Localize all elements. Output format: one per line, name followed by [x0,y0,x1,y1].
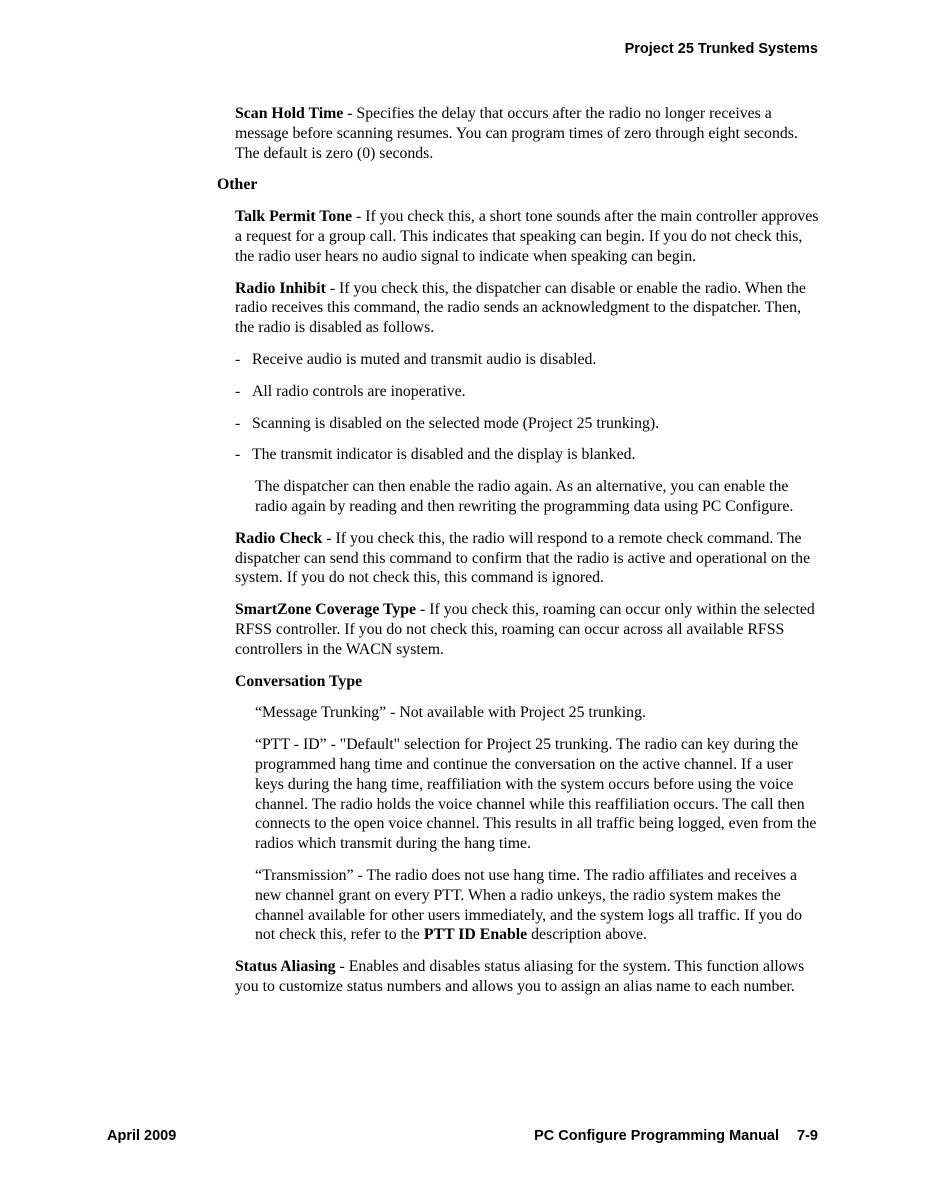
footer-manual-title: PC Configure Programming Manual [534,1128,780,1144]
dash-bullet: - [235,350,241,368]
ref-ptt-id-enable: PTT ID Enable [423,926,528,944]
footer-right-group [534,1128,818,1145]
heading-other: Other [217,176,258,194]
dash-bullet: - [235,414,241,432]
text-radio-check: - If you check this, the radio will respond to a remote check command. The dispatcher can send this command to confirm that the radio is active and operational on the system. If you do not check this, this command is ignored. [235,529,811,587]
term-status-aliasing: Status Aliasing [235,958,336,976]
list-item [235,414,819,434]
dash-bullet: - [235,382,241,400]
page-footer [107,1128,818,1145]
dash-bullet: - [235,446,241,464]
text-talk-permit-tone: - If you check this, a short tone sounds after the main controller approves a request for a group call. This indicates that speaking can begin. If you do not check this, the radio user hears no audio signal to indicate when speaking can begin. [235,208,819,265]
text-transmission-after: description above. [527,926,647,944]
paragraph-message-trunking: “Message Trunking” - Not available with Project 25 trunking. [255,704,646,722]
list-item-text: All radio controls are inoperative. [252,382,466,400]
text-status-aliasing: - Enables and disables status aliasing for the system. This function allows you to customize status numbers and allows you to assign an alias name to each number. [235,958,805,995]
paragraph-dispatcher-note: The dispatcher can then enable the radio again. As an alternative, you can enable the radio again by reading and then rewriting the programming data using PC Configure. [255,478,794,515]
list-item-text: Receive audio is muted and transmit audio is disabled. [252,350,597,368]
list-item-text: Scanning is disabled on the selected mode (Project 25 trunking). [252,414,660,432]
paragraph-transmission [255,866,819,945]
list-item [235,445,819,465]
paragraph-radio-check [235,529,819,588]
footer-date: April 2009 [107,1128,177,1144]
paragraph-talk-permit-tone [235,207,819,266]
text-smartzone-coverage-type: - If you check this, roaming can occur only within the selected RFSS controller. If you do not check this, roaming can occur across all available RFSS controllers in the WACN system. [235,601,815,658]
list-item [235,350,819,370]
paragraph-scan-hold-time [235,104,819,163]
text-scan-hold-time: - Specifies the delay that occurs after the radio no longer receives a message before scanning resumes. You can program times of zero through eight seconds. The default is zero (0) seconds. [235,105,798,162]
term-smartzone-coverage-type: SmartZone Coverage Type [235,601,417,619]
list-item-text: The transmit indicator is disabled and the display is blanked. [252,446,636,464]
footer-page-number: 7-9 [797,1128,818,1144]
text-transmission-before: “Transmission” - The radio does not use hang time. The radio affiliates and receives a new channel grant on every PTT. When a radio unkeys, the radio system makes the channel available for other users immediately, and the system logs all traffic. If you do not check this, refer to the [255,866,803,944]
paragraph-status-aliasing [235,957,819,997]
term-radio-inhibit: Radio Inhibit [235,279,326,297]
term-radio-check: Radio Check [235,529,323,547]
running-header: Project 25 Trunked Systems [624,41,818,57]
page-body [217,104,819,1009]
text-radio-inhibit: - If you check this, the dispatcher can disable or enable the radio. When the radio receives this command, the radio sends an acknowledgment to the dispatcher. Then, the radio is disabled as follows. [235,279,806,337]
paragraph-ptt-id: “PTT - ID” - "Default" selection for Project 25 trunking. The radio can key during the programmed hang time and continue the conversation on the active channel. If a user keys during the hang time, reaffiliation with the system occurs before using the voice channel. The radio holds the voice channel while this reaffiliation occurs. The call then connects to the open voice channel. This results in all traffic being logged, even from the radios which transmit during the hang time. [255,736,817,853]
list-item [235,382,819,402]
paragraph-smartzone-coverage-type [235,600,819,659]
paragraph-radio-inhibit [235,279,819,338]
term-talk-permit-tone: Talk Permit Tone [235,208,353,226]
term-scan-hold-time: Scan Hold Time [235,105,344,122]
heading-conversation-type: Conversation Type [235,672,363,690]
